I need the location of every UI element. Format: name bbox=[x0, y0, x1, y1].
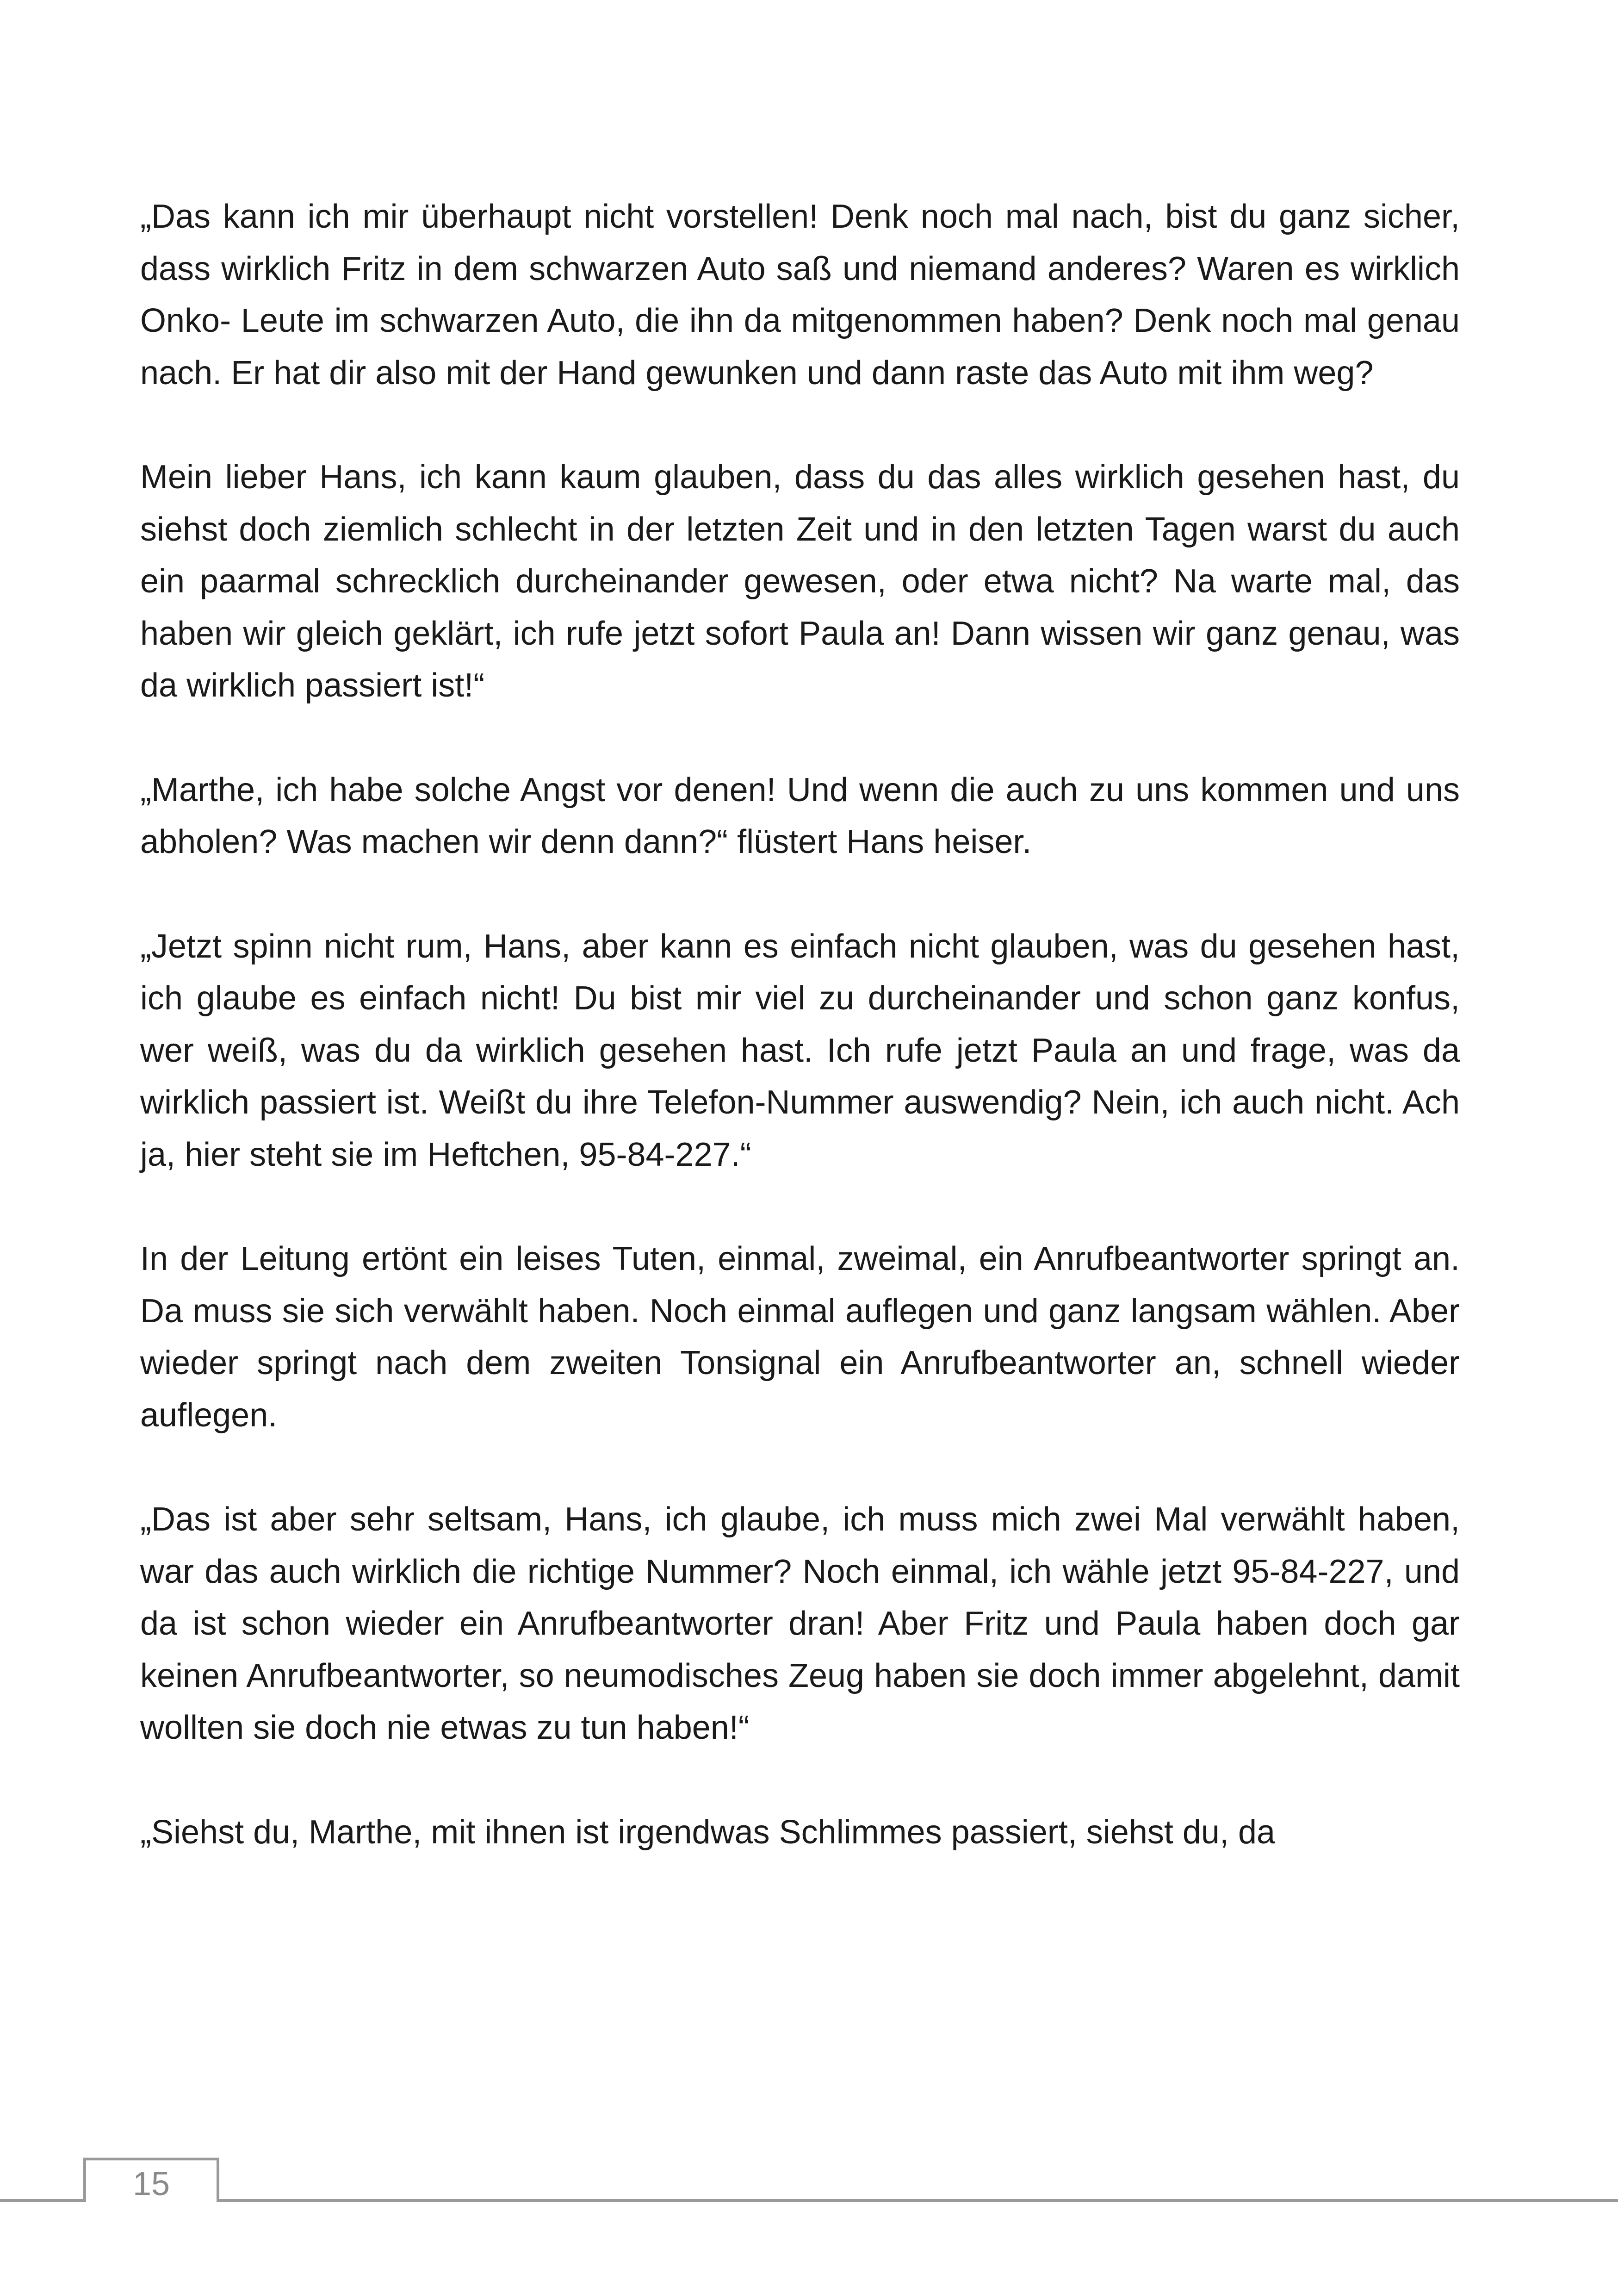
paragraph-6: „Das ist aber sehr seltsam, Hans, ich glaube, ich muss mich zwei Mal verwählt haben, war das auch wirklich die richtige Nummer? Noch einmal, ich wähle jetzt 95-84-227, und da ist schon wieder ein Anrufbeantworter dran! Aber Fritz und Paula haben doch gar keinen Anrufbeantworter, so neumodisches Zeug haben sie doch immer abgelehnt, damit wollten sie doch nie etwas zu tun haben!“ bbox=[140, 1501, 1460, 1746]
footer-rule-left bbox=[0, 2199, 83, 2202]
paragraph-4: „Jetzt spinn nicht rum, Hans, aber kann es einfach nicht glauben, was du gesehen hast, ich glaube es einfach nicht! Du bist mir viel zu durcheinander und schon ganz konfus, wer weiß, was du da wirklich gesehen hast. Ich rufe jetzt Paula an und frage, was da wirklich passiert ist. Weißt du ihre Telefon-Nummer auswendig? Nein, ich auch nicht. Ach ja, hier steht sie im Heftchen, 95-84-227.“ bbox=[140, 927, 1460, 1173]
page-body bbox=[140, 191, 1460, 1858]
paragraph-1: „Das kann ich mir überhaupt nicht vorstellen! Denk noch mal nach, bist du ganz sicher, dass wirklich Fritz in dem schwarzen Auto saß und niemand anderes? Waren es wirklich Onko- Leute im schwarzen Auto, die ihn da mitgenommen haben? Denk noch mal genau nach. Er hat dir also mit der Hand gewunken und dann raste das Auto mit ihm weg? bbox=[140, 198, 1460, 392]
page-number: 15 bbox=[132, 2165, 170, 2203]
paragraph-2: Mein lieber Hans, ich kann kaum glauben, dass du das alles wirklich gesehen hast, du siehst doch ziemlich schlecht in der letzten Zeit und in den letzten Tagen warst du auch ein paarmal schrecklich durcheinander gewesen, oder etwa nicht? Na warte mal, das haben wir gleich geklärt, ich rufe jetzt sofort Paula an! Dann wissen wir ganz genau, was da wirklich passiert ist!“ bbox=[140, 459, 1460, 704]
page-footer bbox=[0, 2152, 1618, 2208]
paragraph-7: „Siehst du, Marthe, mit ihnen ist irgendwas Schlimmes passiert, siehst du, da bbox=[140, 1813, 1276, 1851]
paragraph-3: „Marthe, ich habe solche Angst vor denen! Und wenn die auch zu uns kommen und uns abholen? Was machen wir denn dann?“ flüstert Hans heiser. bbox=[140, 771, 1460, 860]
footer-rule-right bbox=[217, 2199, 1618, 2202]
page-number-tab bbox=[83, 2158, 219, 2202]
paragraph-5: In der Leitung ertönt ein leises Tuten, einmal, zweimal, ein Anrufbeantworter springt an. Da muss sie sich verwählt haben. Noch einmal auflegen und ganz langsam wählen. Aber wieder springt nach dem zweiten Tonsignal ein Anrufbeantworter an, schnell wieder auflegen. bbox=[140, 1240, 1460, 1434]
